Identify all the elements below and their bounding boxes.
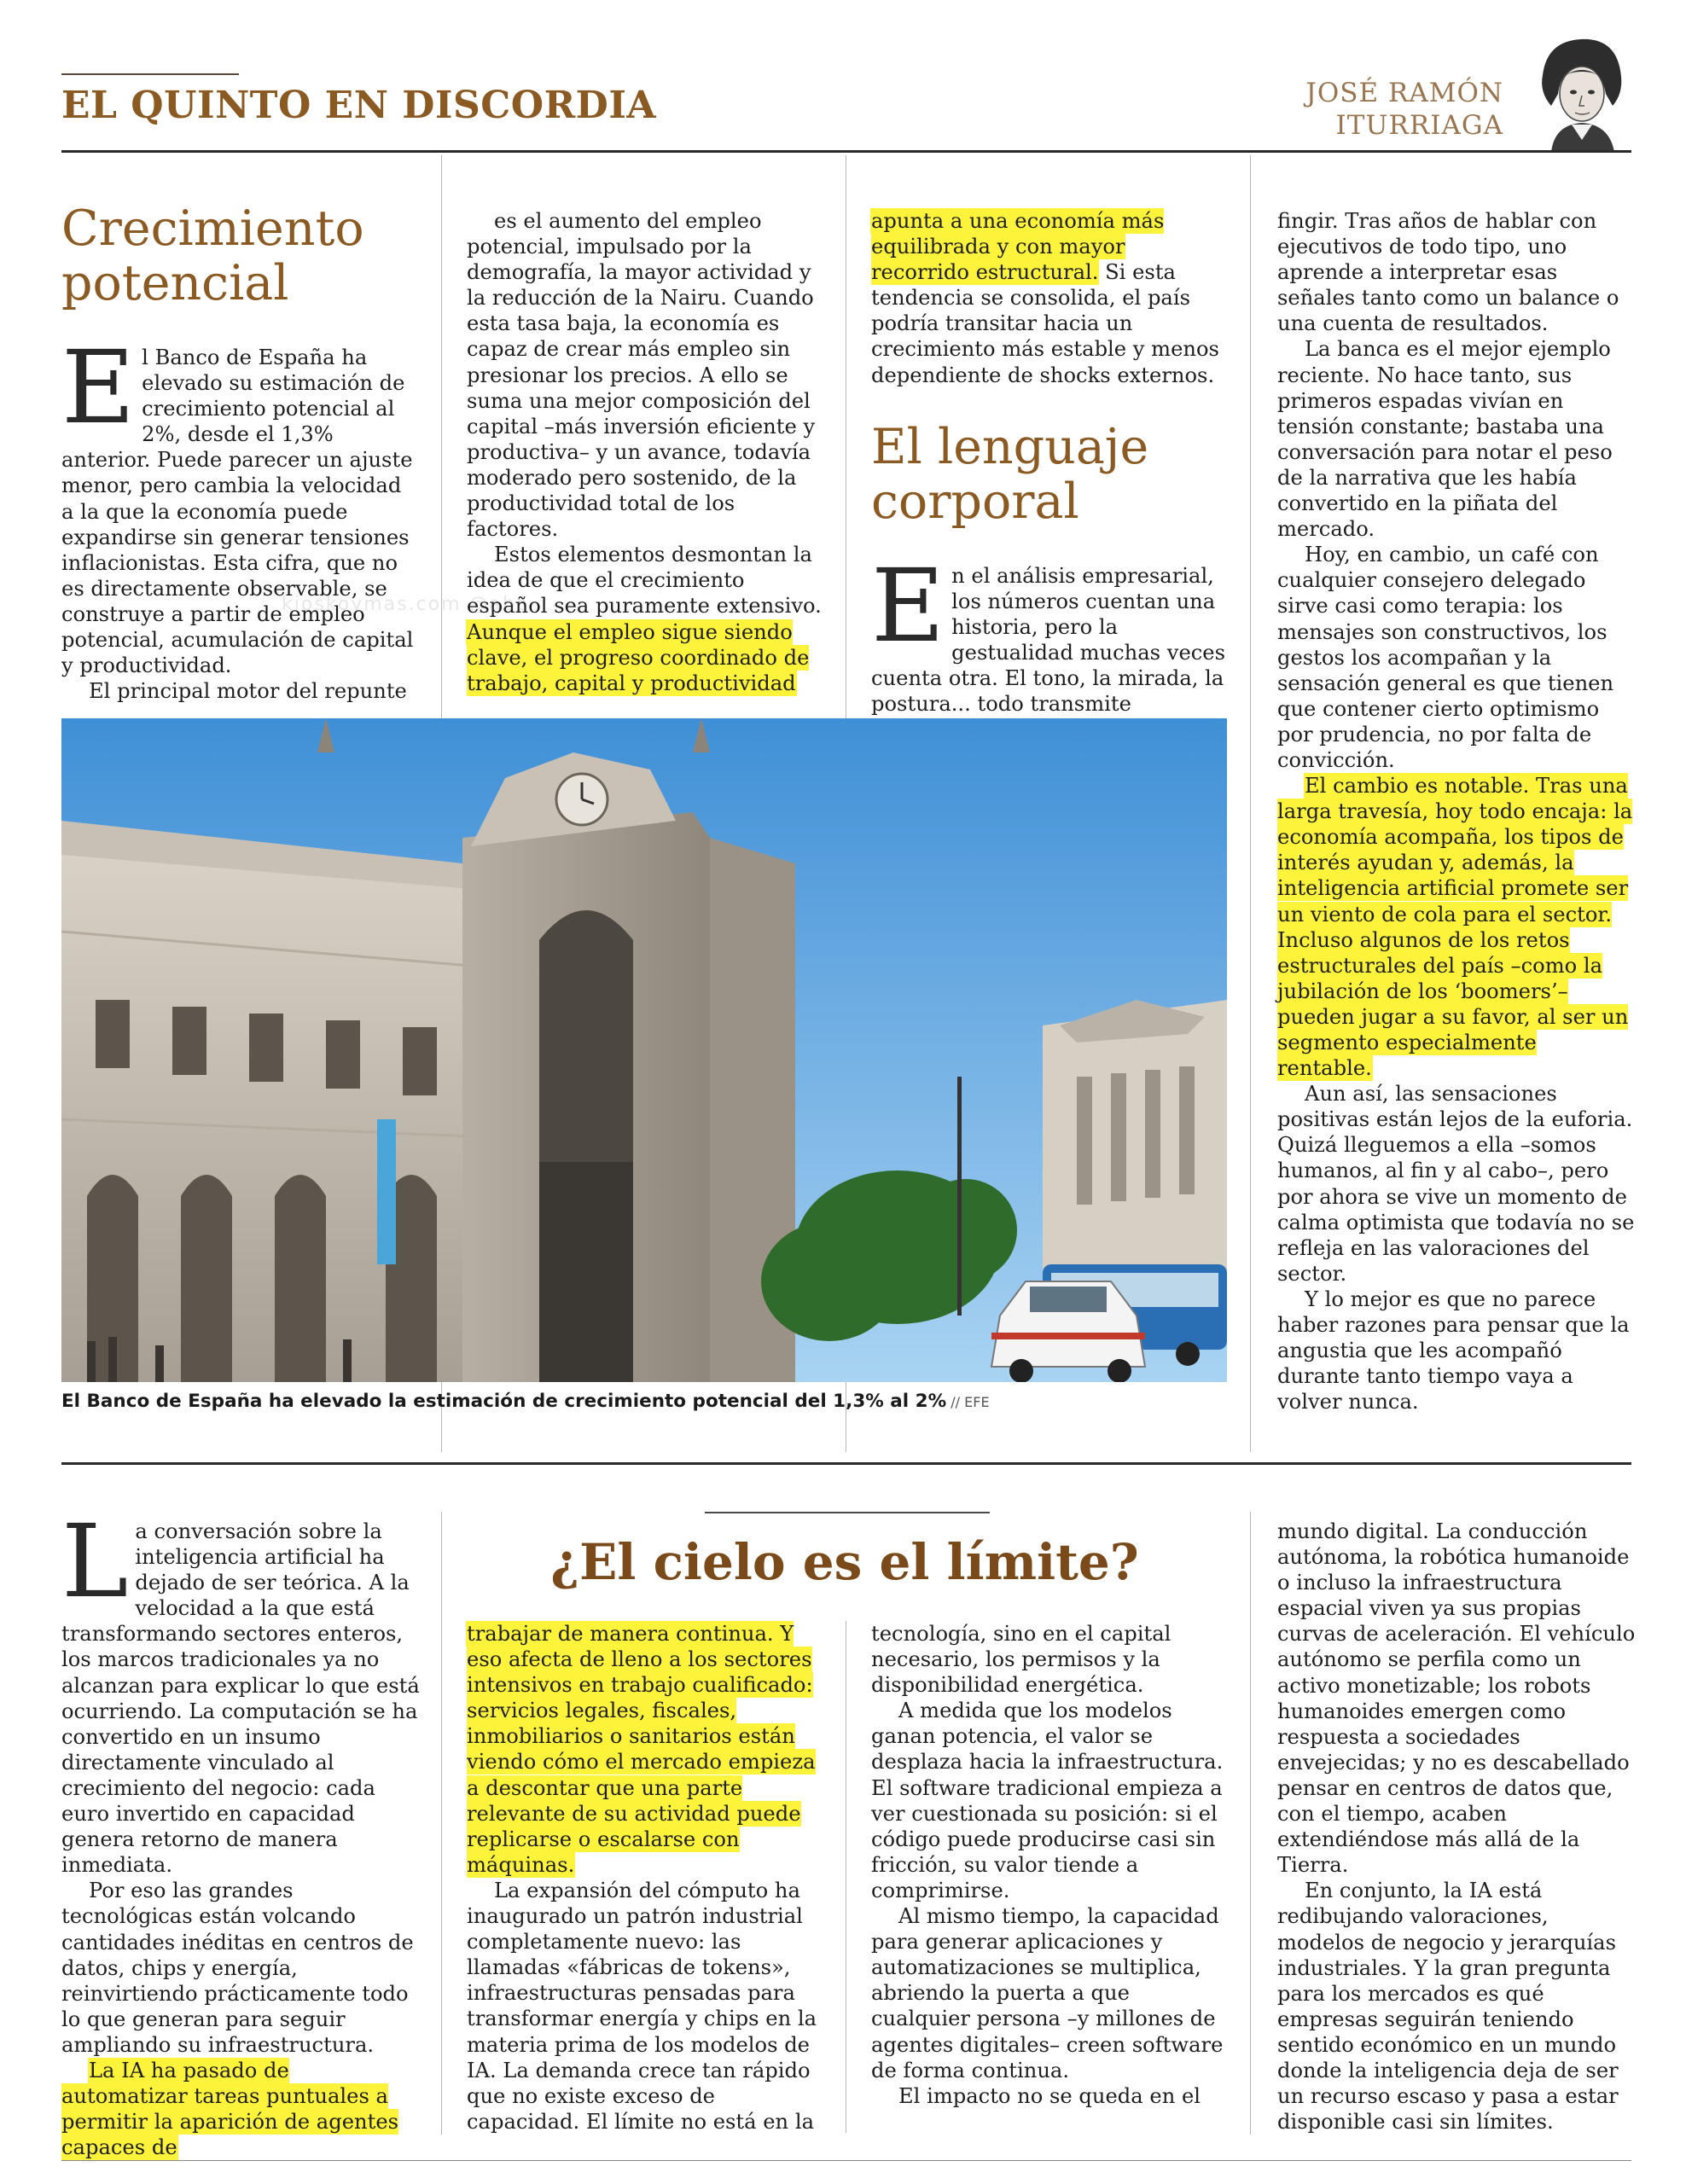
article3-col3-body [871, 1621, 1230, 2109]
text-run: El principal motor del repunte [89, 679, 407, 704]
article3-col4-body [1277, 1519, 1636, 2135]
paragraph [1277, 1519, 1636, 1878]
article3-col2-body [467, 1621, 825, 2135]
article3-column-2 [467, 1621, 825, 2135]
text-run: n el análisis empresarial, los números cuentan una historia, pero la gestualidad muchas veces cuenta otra. El tono, la mirada, la postura... todo transmite [871, 564, 1226, 717]
drop-cap: E [871, 547, 945, 665]
paragraph [871, 1903, 1230, 2083]
text-run: La expansión del cómputo ha inaugurado un patrón industrial completamente nuevo: las llamadas «fábricas de tokens», infraestructuras pensadas para transformar energía y chips en la materia prima de los modelos de IA. La demanda crece tan rápido que no existe exceso de capacidad. El límite no está en la [467, 1878, 817, 2134]
text-run: Estos elementos desmontan la idea de que el crecimiento español sea puramente extensivo. [467, 543, 822, 619]
paragraph [1277, 542, 1636, 773]
text-run: El impacto no se queda en el [898, 2083, 1201, 2108]
article1-col3-body [871, 208, 1230, 388]
article1-headline-line1: Crecimiento [61, 200, 364, 257]
text-run: Aun así, las sensaciones positivas están lejos de la euforia. Quizá lleguemos a ella –somos humanos, al fin y al cabo–, pero por ahora se vive un momento de calma optimista que todavía no se refleja en las valoraciones del sector. [1277, 1082, 1635, 1286]
drop-cap: L [61, 1502, 129, 1620]
article2-headline-line2: corporal [871, 473, 1079, 530]
article3-col1-body [61, 1502, 420, 2160]
paragraph [61, 1878, 420, 2058]
article1-column-1 [61, 201, 420, 704]
bottom-rule [61, 2160, 1631, 2161]
article1-col1-body [61, 328, 420, 704]
article3-headline: ¿El cielo es el límite? [550, 1533, 1139, 1591]
paragraph [467, 1878, 825, 2135]
text-run: A medida que los modelos ganan potencia, el valor se desplaza hacia la infraestructura. El software tradicional empieza a ver cuestionada su posición: si el código puede producirse casi sin fricción, su valor tiende a comprimirse. [871, 1699, 1224, 1902]
author-portrait [1517, 24, 1645, 152]
text-run: es el aumento del empleo potencial, impulsado por la demografía, la mayor actividad y la reducción de la Nairu. Cuando esta tasa baja, la economía es capaz de crear más empleo sin presionar los precios. A ello se suma una mejor composición del capital –más inversión eficiente y productiva– y un avance, todavía moderado pero sostenido, de la productividad total de los factores. [467, 209, 816, 542]
text-run: Por eso las grandes tecnológicas están volcando cantidades inéditas en centros de datos, chips y energía, reinvirtiendo prácticamente todo lo que generan para seguir ampliando su infraestructura. [61, 1879, 414, 2057]
text-run: fingir. Tras años de hablar con ejecutivos de todo tipo, uno aprende a interpretar esas señales tanto como un balance o una cuenta de resultados. [1277, 209, 1619, 336]
article1-headline [61, 201, 420, 311]
column-divider [1250, 155, 1251, 1452]
paragraph [467, 208, 825, 542]
paragraph [61, 2058, 420, 2160]
photo-credit: // EFE [946, 1394, 990, 1410]
article3-column-4 [1277, 1519, 1636, 2135]
section-rule [61, 1462, 1631, 1465]
text-run: Si esta tendencia se consolida, el país podría transitar hacia un crecimiento más estable y menos dependiente de shocks externos. [871, 260, 1219, 387]
paragraph [871, 2083, 1230, 2109]
paragraph [871, 208, 1230, 388]
author-last-name: ITURRIAGA [1335, 110, 1503, 141]
highlighted-text: La IA ha pasado de automatizar tareas puntuales a permitir la aparición de agentes capaces de [61, 2058, 399, 2160]
text-run: La banca es el mejor ejemplo reciente. No hace tanto, sus primeros espadas vivían en tensión constante; bastaba una conversación para notar el peso de la narrativa que les había convertido en la piñata del mercado. [1277, 337, 1613, 542]
article2-column-4 [1277, 208, 1636, 1414]
highlighted-text: El cambio es notable. Tras una larga travesía, hoy todo encaja: la economía acompaña, los tipos de interés ayudan y, además, la inteligencia artificial promete ser un viento de cola para el sector. Incluso algunos de los retos estructurales del país –como la jubilación de los ‘boomers’– pueden jugar a su favor, al ser un segmento especialmente rentable. [1277, 774, 1633, 1081]
top-accent-line [61, 73, 239, 75]
text-run: tecnología, sino en el capital necesario, los permisos y la disponibilidad energética. [871, 1622, 1171, 1698]
article2-col3-body [871, 547, 1230, 743]
article1-column-3 [871, 208, 1230, 388]
watermark: kioskoymas.com @abc [282, 594, 529, 615]
text-run: Y lo mejor es que no parece haber razones para pensar que la angustia que les acompañó durante tanto tiempo vaya a volver nunca. [1277, 1287, 1630, 1414]
article1-column-2 [467, 208, 825, 696]
paragraph [61, 328, 420, 678]
section-title: EL QUINTO EN DISCORDIA [61, 84, 657, 127]
paragraph [1277, 1878, 1636, 2135]
column-divider [441, 1512, 442, 2135]
article2-col4-body [1277, 208, 1636, 1414]
article1-col2-body [467, 208, 825, 696]
text-run: En conjunto, la IA está redibujando valoraciones, modelos de negocio y jerarquías industriales. Y la gran pregunta para los mercados es qué empresas seguirán teniendo sentido económico en un mundo donde la inteligencia deja de ser un recurso escaso y pasa a estar disponible casi sin límites. [1277, 1879, 1619, 2135]
paragraph [871, 547, 1230, 743]
paragraph [1277, 208, 1636, 336]
paragraph [467, 542, 825, 696]
photo-caption [61, 1391, 1222, 1412]
highlighted-text: apunta a una economía más equilibrada y con mayor recorrido estructural. [871, 209, 1165, 285]
text-run: mundo digital. La conducción autónoma, la robótica humanoide o incluso la infraestructura espacial viven ya sus propias curvas de aceleración. El vehículo autónomo se perfila como un activo monetizable; los robots humanoides emergen como respuesta a sociedades envejecidas; y no es descabellado pensar en centros de datos que, con el tiempo, acaben extendiéndose más allá de la Tierra. [1277, 1519, 1636, 1878]
paragraph [1277, 336, 1636, 542]
article3-column-3 [871, 1621, 1230, 2109]
photo-caption-text: El Banco de España ha elevado la estimación de crecimiento potencial del 1,3% al 2% [61, 1391, 947, 1412]
text-run: Hoy, en cambio, un café con cualquier consejero delegado sirve casi como terapia: los mensajes son constructivos, los gestos los acompañan y la sensación general es que tienen que contener cierto optimismo por prudencia, no por falta de convicción. [1277, 543, 1614, 772]
article2-headline [871, 420, 1230, 529]
article3-column-1 [61, 1502, 420, 2160]
drop-cap: E [61, 328, 136, 446]
article3-headline-rule [705, 1512, 990, 1513]
column-divider [1250, 1512, 1251, 2135]
paragraph [61, 678, 420, 704]
text-run: a conversación sobre la inteligencia artificial ha dejado de ser teórica. A la velocidad a la que está transformando sectores enteros, los marcos tradicionales ya no alcanzan para explicar lo que está ocurriendo. La computación se ha convertido en un insumo directamente vinculado al crecimiento del negocio: cada euro invertido en capacidad genera retorno de manera inmediata. [61, 1519, 420, 1878]
article1-headline-line2: potencial [61, 255, 289, 311]
paragraph [1277, 773, 1636, 1081]
article2-column-3 [871, 420, 1230, 743]
header-rule [61, 150, 1631, 153]
author-first-name: JOSÉ RAMÓN [1305, 78, 1503, 108]
article2-headline-line1: El lenguaje [871, 419, 1149, 475]
author-byline [1305, 77, 1503, 142]
text-run: Al mismo tiempo, la capacidad para generar aplicaciones y automatizaciones se multiplica, abriendo la puerta a que cualquier persona –y millones de agentes digitales– creen software de forma continua. [871, 1904, 1224, 2082]
paragraph [871, 1621, 1230, 1698]
paragraph [61, 1502, 420, 1878]
text-run: l Banco de España ha elevado su estimación de crecimiento potencial al 2%, desde el 1,3% anterior. Puede parecer un ajuste menor, pero cambia la velocidad a la que la economía puede expandirse sin generar tensiones inflacionistas. Esta cifra, que no es directamente observable, se construye a partir de empleo potencial, acumulación de capital y productividad. [61, 346, 414, 678]
paragraph [467, 1621, 825, 1878]
paragraph [1277, 1287, 1636, 1414]
bank-of-spain-photo [61, 718, 1227, 1382]
paragraph [871, 1698, 1230, 1903]
highlighted-text: Aunque el empleo sigue siendo clave, el progreso coordinado de trabajo, capital y productividad [467, 619, 810, 695]
highlighted-text: trabajar de manera continua. Y eso afecta de lleno a los sectores intensivos en trabajo cualificado: servicios legales, fiscales, inmobiliarios o sanitarios están viendo cómo el mercado empieza a descontar que una parte relevante de su actividad puede replicarse o escalarse con máquinas. [467, 1622, 816, 1877]
paragraph [1277, 1081, 1636, 1287]
